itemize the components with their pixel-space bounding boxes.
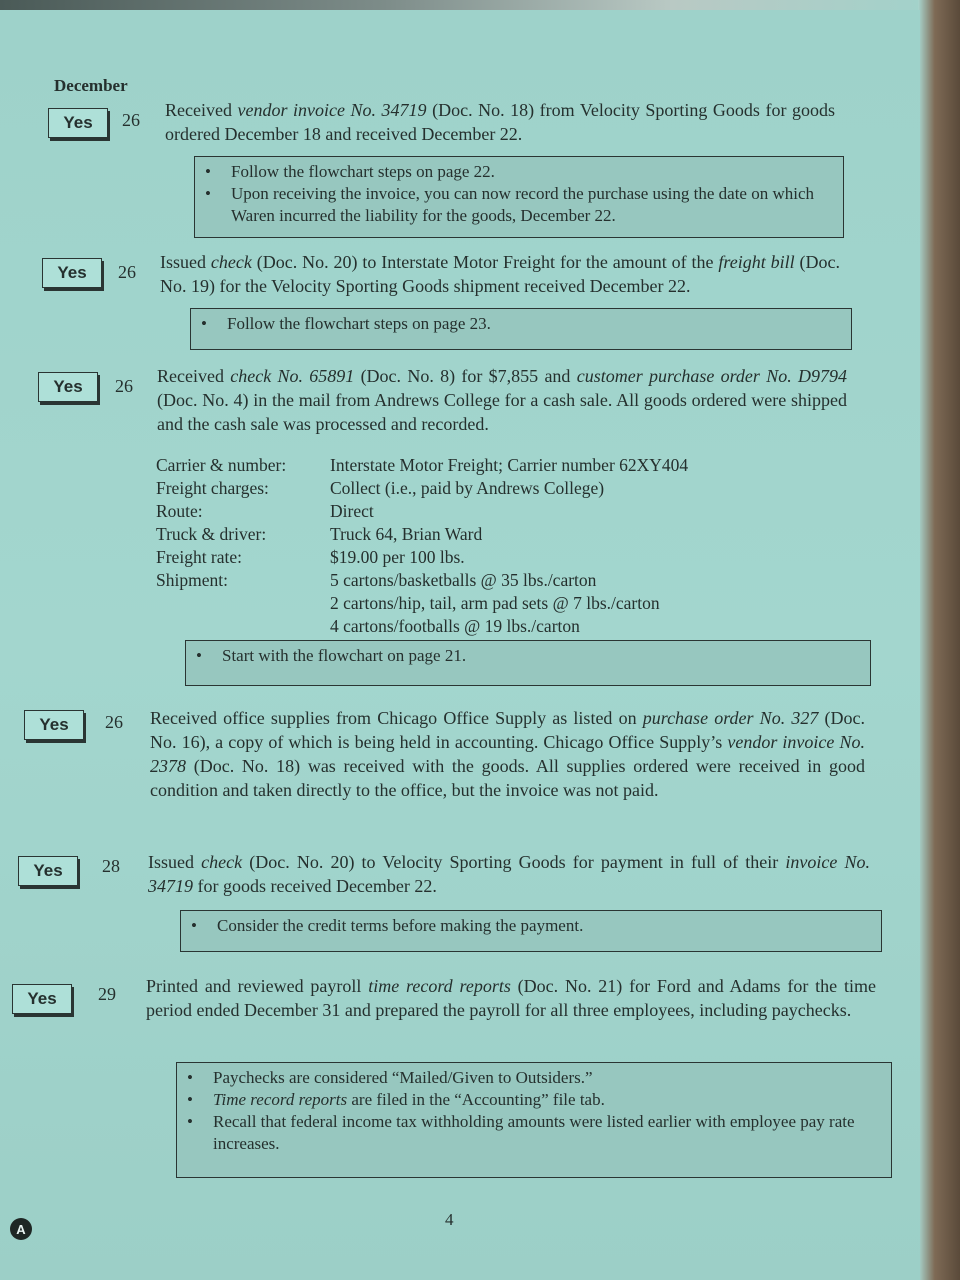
detail-label: Shipment: bbox=[156, 570, 228, 590]
text-run: Received bbox=[165, 100, 238, 120]
text-run: for goods received December 22. bbox=[193, 876, 437, 896]
note-box bbox=[176, 1062, 892, 1178]
detail-value: 2 cartons/hip, tail, arm pad sets @ 7 lbs./carton bbox=[330, 593, 660, 613]
text-run: (Doc. No. 18) was received with the goods. All supplies ordered were received in good condition and taken directly to the office, but the invoice was not paid. bbox=[150, 756, 865, 800]
detail-row bbox=[156, 500, 776, 523]
note-item: • Follow the flowchart steps on page 22. bbox=[231, 161, 833, 183]
note-list bbox=[217, 915, 871, 937]
note-item bbox=[213, 1067, 881, 1089]
detail-label bbox=[156, 592, 330, 615]
italic-term: purchase order No. 327 bbox=[642, 708, 819, 728]
text-run: (Doc. No. 4) in the mail from Andrews College for a cash sale. All goods ordered were shipped and the cash sale was processed and recorded. bbox=[157, 390, 847, 434]
note-box bbox=[185, 640, 871, 686]
note-list bbox=[213, 1067, 881, 1155]
detail-label: Freight rate: bbox=[156, 547, 243, 567]
text-run: (Doc. No. 8) for $7,855 and bbox=[354, 366, 577, 386]
note-box bbox=[190, 308, 852, 350]
detail-row bbox=[156, 477, 776, 500]
entry-text bbox=[160, 250, 840, 298]
italic-term: vendor invoice No. 34719 bbox=[237, 100, 427, 120]
text-run: are filed in the “Accounting” file tab. bbox=[347, 1090, 605, 1109]
text-run: (Doc. No. 16), a copy of which is being held in accounting. Chicago Office Supply’s bbox=[150, 708, 865, 752]
detail-row bbox=[156, 523, 776, 546]
text-run: (Doc. No. 19) for the Velocity Sporting Goods shipment received December 22. bbox=[160, 252, 841, 296]
desk-edge bbox=[918, 0, 960, 1280]
yes-box: Yes bbox=[12, 984, 72, 1014]
yes-box: Yes bbox=[42, 258, 102, 288]
text-run: (Doc. No. 18) from Velocity Sporting Goods for goods ordered December 18 and received December 22. bbox=[165, 100, 835, 144]
entry-day: 28 bbox=[102, 856, 120, 876]
detail-value: $19.00 per 100 lbs. bbox=[330, 547, 465, 567]
month-heading: December bbox=[54, 76, 128, 95]
entry-text bbox=[148, 850, 870, 898]
note-item bbox=[213, 1089, 881, 1111]
detail-label bbox=[156, 615, 330, 638]
entry-text bbox=[146, 974, 876, 1022]
detail-label: Route: bbox=[156, 501, 203, 521]
entry-day: 26 bbox=[122, 110, 140, 130]
note-box bbox=[180, 910, 882, 952]
text-run: Printed and reviewed payroll bbox=[146, 976, 369, 996]
detail-row bbox=[156, 615, 776, 638]
detail-label: Truck & driver: bbox=[156, 524, 267, 544]
detail-value: Collect (i.e., paid by Andrews College) bbox=[330, 478, 605, 498]
italic-term: vendor invoice No. 2378 bbox=[150, 732, 865, 776]
italic-term: invoice No. 34719 bbox=[148, 852, 871, 896]
italic-term: Time record reports bbox=[213, 1090, 348, 1109]
text-run: Issued bbox=[160, 252, 211, 272]
entry-day: 26 bbox=[115, 376, 133, 396]
detail-row bbox=[156, 454, 776, 477]
detail-value: Interstate Motor Freight; Carrier number 62XY404 bbox=[330, 455, 689, 475]
note-list bbox=[227, 313, 841, 335]
yes-box: Yes bbox=[38, 372, 98, 402]
italic-term: check bbox=[210, 252, 252, 272]
detail-label: Carrier & number: bbox=[156, 455, 287, 475]
text-run: (Doc. No. 21) for Ford and Adams for the time period ended December 31 and prepared the payroll for all three employees, including paychecks. bbox=[146, 976, 876, 1020]
note-item: • Follow the flowchart steps on page 23. bbox=[227, 313, 841, 335]
entry-text bbox=[165, 98, 835, 146]
note-list bbox=[222, 645, 860, 667]
text-run: Received office supplies from Chicago Office Supply as listed on bbox=[150, 708, 643, 728]
italic-term: check bbox=[201, 852, 243, 872]
entry-text bbox=[150, 706, 865, 802]
detail-value: Truck 64, Brian Ward bbox=[330, 524, 483, 544]
detail-row bbox=[156, 546, 776, 569]
note-item: • Upon receiving the invoice, you can now record the purchase using the date on which Waren incurred the liability for the goods, December 22. bbox=[231, 183, 833, 227]
detail-value: Direct bbox=[330, 501, 374, 521]
italic-term: time record reports bbox=[368, 976, 511, 996]
document-page bbox=[0, 10, 920, 1280]
note-box bbox=[194, 156, 844, 238]
detail-row bbox=[156, 592, 776, 615]
yes-box: Yes bbox=[48, 108, 108, 138]
note-list bbox=[231, 161, 833, 227]
page-number: 4 bbox=[445, 1210, 454, 1229]
italic-term: check No. 65891 bbox=[230, 366, 355, 386]
detail-value: 4 cartons/footballs @ 19 lbs./carton bbox=[330, 616, 580, 636]
text-run: Recall that federal income tax withholding amounts were listed earlier with employee pay rate increases. bbox=[213, 1112, 855, 1153]
text-run: Issued bbox=[148, 852, 202, 872]
yes-box: Yes bbox=[18, 856, 78, 886]
text-run: Received bbox=[157, 366, 231, 386]
text-run: (Doc. No. 20) to Velocity Sporting Goods for payment in full of their bbox=[242, 852, 786, 872]
detail-label: Freight charges: bbox=[156, 478, 269, 498]
corner-badge: A bbox=[10, 1218, 32, 1240]
details-rows bbox=[156, 454, 776, 638]
text-run: Paychecks are considered “Mailed/Given to Outsiders.” bbox=[213, 1068, 593, 1087]
entry-text bbox=[157, 364, 847, 436]
italic-term: freight bill bbox=[718, 252, 795, 272]
note-item bbox=[213, 1111, 881, 1155]
italic-term: customer purchase order No. D9794 bbox=[576, 366, 847, 386]
note-item: • Consider the credit terms before making the payment. bbox=[217, 915, 871, 937]
detail-value: 5 cartons/basketballs @ 35 lbs./carton bbox=[330, 570, 597, 590]
note-item: • Start with the flowchart on page 21. bbox=[222, 645, 860, 667]
entry-day: 29 bbox=[98, 984, 116, 1004]
shipment-details bbox=[156, 454, 776, 638]
detail-row bbox=[156, 569, 776, 592]
text-run: (Doc. No. 20) to Interstate Motor Freight for the amount of the bbox=[251, 252, 719, 272]
entry-day: 26 bbox=[118, 262, 136, 282]
yes-box: Yes bbox=[24, 710, 84, 740]
entry-day: 26 bbox=[105, 712, 123, 732]
